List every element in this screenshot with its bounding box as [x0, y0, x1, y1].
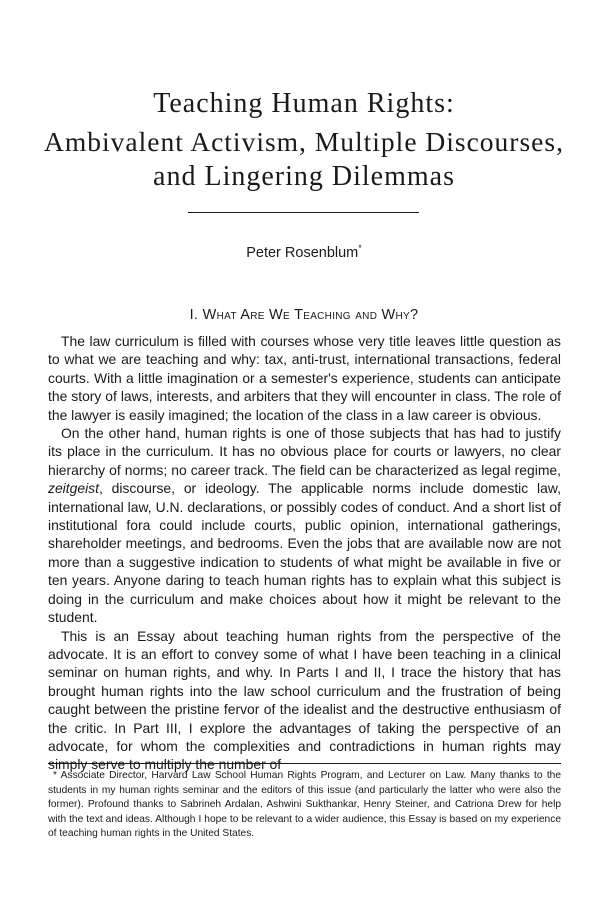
- author-footnote: * Associate Director, Harvard Law School Human Rights Program, and Lecturer on Law. Many thanks to the students in my human rights seminar and the editors of this issue (and particularly the latter who were also the former). Profound thanks to Sabrineh Ardalan, Ashwini Sukthankar, Henry Steiner, and Catriona Drew for help with the text and ideas. Although I hope to be relevant to a wider audience, this Essay is based on my experience of teaching human rights in the United States.: [48, 770, 561, 840]
- paragraph-2: [48, 424, 561, 626]
- footnote-divider: [48, 763, 561, 764]
- paragraph-1: The law curriculum is filled with courses whose very title leaves little question as to what we are teaching and why: tax, anti-trust, international transactions, federal courts. With a little imagination or a semester's experience, students can anticipate the story of laws, interests, and arbiters that they will encounter in class. The role of the lawyer is easily imagined; the location of the class in a law career is obvious.: [48, 333, 561, 423]
- body-text: [48, 332, 561, 774]
- paragraph-2-italic-term: zeitgeist: [48, 480, 99, 497]
- paragraph-3: This is an Essay about teaching human rights from the perspective of the advocate. It is an effort to convey some of what I have been teaching in a clinical seminar on human rights, and why. In Parts I and II, I trace the history that has brought human rights into the law school curriculum and the frustration of being caught between the pristine fervor of the idealist and the destructive enthusiasm of the critic. In Part III, I explore the advantages of taking the perspective of an advocate, for whom the complexities and contradictions in human rights may simply serve to multiply the number of: [48, 627, 561, 773]
- paragraph-2-part-1: On the other hand, human rights is one of those subjects that has had to justify its place in the curriculum. It has no obvious place for courts or lawyers, no clear hierarchy of norms; no career track. The field can be characterized as legal regime,: [48, 425, 561, 478]
- author-byline: [0, 245, 608, 261]
- article-title-line-3: and Lingering Dilemmas: [153, 161, 455, 192]
- article-title-line-1: Teaching Human Rights:: [153, 88, 455, 119]
- author-footnote-marker: *: [358, 243, 362, 254]
- paragraph-2-part-2: , discourse, or ideology. The applicable norms include domestic law, international law, U.N. declarations, or possibly codes of conduct. And a short list of institutional fora could include courts, public opinion, international gatherings, shareholder meetings, and bedrooms. Even the jobs that are available now are not more than a suggestive indication to students of what might be available in five or ten years. Anyone daring to teach human rights has to explain what this subject is doing in the curriculum and make choices about how it might be relevant to the student.: [48, 480, 561, 626]
- section-heading: I. What Are We Teaching and Why?: [189, 307, 419, 323]
- author-name: Peter Rosenblum: [246, 245, 359, 261]
- article-title-line-2: Ambivalent Activism, Multiple Discourses,: [44, 126, 564, 157]
- title-divider: [188, 212, 419, 213]
